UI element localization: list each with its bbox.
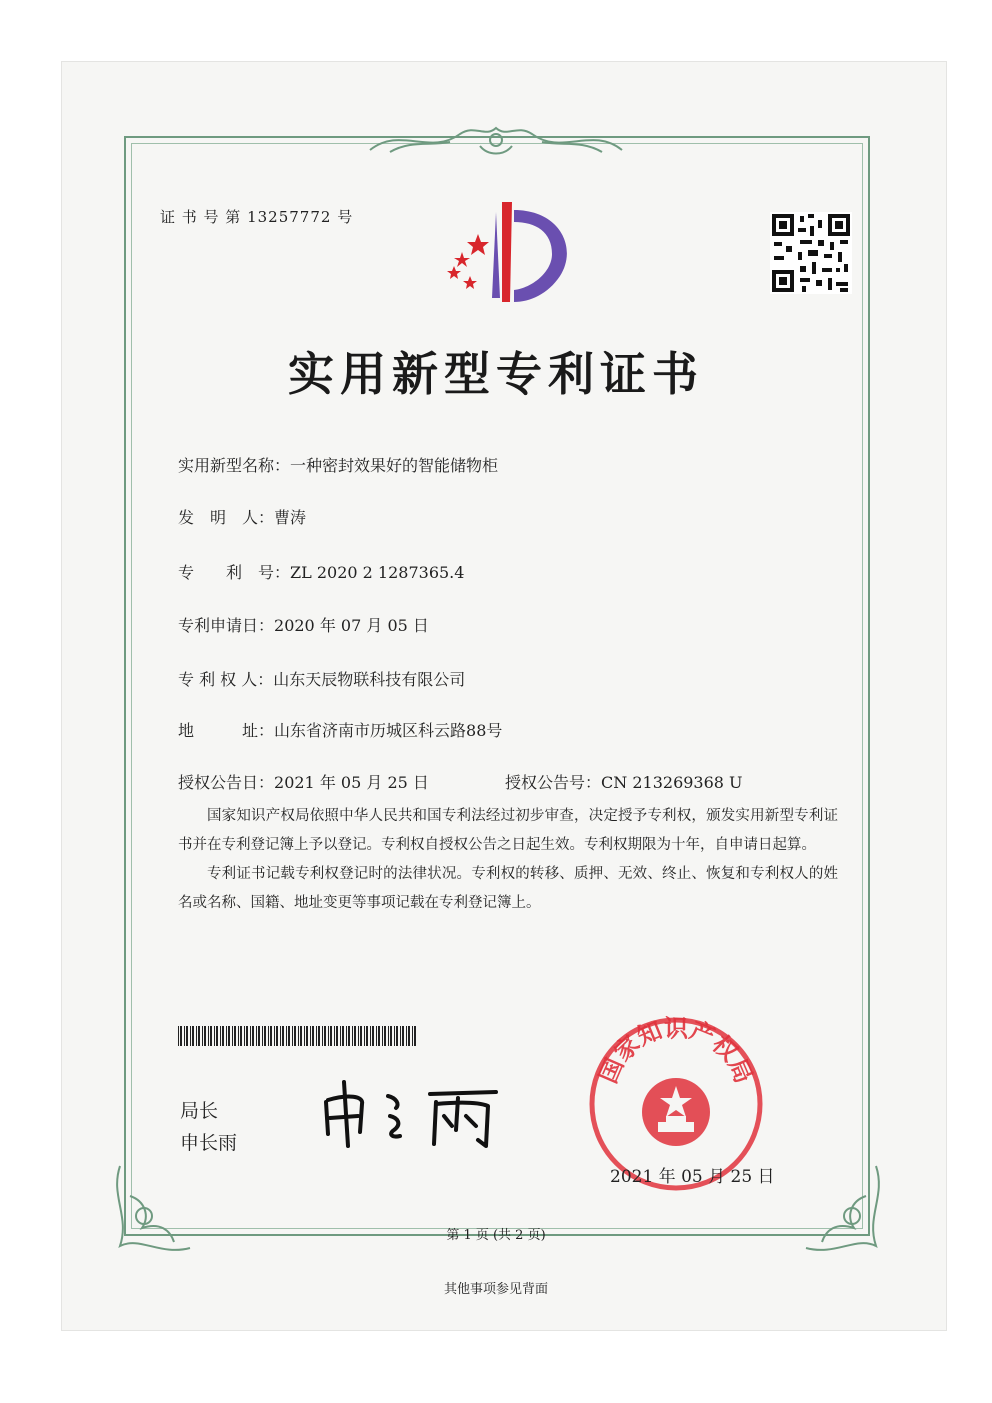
field-inventor: [178, 505, 306, 528]
certificate-title: 实用新型专利证书: [288, 347, 704, 401]
field-patentee: [178, 667, 465, 690]
director-title: 局长: [180, 1100, 219, 1122]
corner-ornament-left: [100, 1156, 210, 1266]
field-name-label: 实用新型名称：: [178, 456, 291, 475]
seal-text: 国家知识产权局: [594, 1014, 758, 1088]
field-filing-date-value: 2020 年 07 月 05 日: [274, 616, 429, 635]
page-indicator: 第 1 页 (共 2 页): [446, 1228, 546, 1243]
field-grant-date: [178, 770, 429, 793]
field-address-label: 地 址：: [178, 721, 275, 740]
field-patent-number: [178, 560, 464, 583]
top-ornament: [360, 116, 632, 166]
svg-text:国家知识产权局: [594, 1014, 758, 1087]
certificate-body: [178, 802, 838, 918]
director-signature: [318, 1074, 518, 1154]
field-inventor-label: 发 明 人：: [178, 508, 275, 527]
field-grant-date-label: 授权公告日：: [178, 773, 275, 792]
field-address: [178, 718, 502, 741]
body-paragraph-2: 专利证书记载专利权登记时的法律状况。专利权的转移、质押、无效、终止、恢复和专利权人的姓名或名称、国籍、地址变更等事项记载在专利登记簿上。: [178, 866, 838, 911]
field-name: [178, 453, 498, 476]
field-name-value: 一种密封效果好的智能储物柜: [290, 456, 499, 475]
director-name: 申长雨: [180, 1132, 238, 1154]
field-filing-date-label: 专利申请日：: [178, 616, 275, 635]
cnipa-logo-icon: [440, 198, 580, 308]
barcode: [178, 1026, 416, 1046]
certificate-number: 证 书 号 第 13257772 号: [160, 208, 354, 226]
field-patent-number-value: ZL 2020 2 1287365.4: [290, 563, 465, 582]
field-patentee-label: 专 利 权 人：: [178, 670, 274, 689]
footer-note: 其他事项参见背面: [443, 1282, 548, 1297]
qr-code-icon: [770, 212, 852, 294]
seal-date: 2021 年 05 月 25 日: [610, 1167, 775, 1187]
corner-ornament-right: [786, 1156, 896, 1266]
field-filing-date: [178, 613, 429, 636]
field-patent-number-label: 专 利 号：: [178, 563, 291, 582]
field-grant-number-label: 授权公告号：: [505, 773, 602, 792]
field-grant-number: [505, 770, 743, 793]
field-patentee-value: 山东天辰物联科技有限公司: [273, 670, 466, 689]
field-grant-date-value: 2021 年 05 月 25 日: [274, 773, 429, 792]
field-grant-number-value: CN 213269368 U: [601, 773, 743, 792]
field-address-value: 山东省济南市历城区科云路88号: [274, 721, 503, 740]
field-inventor-value: 曹涛: [274, 508, 307, 527]
body-paragraph-1: 国家知识产权局依照中华人民共和国专利法经过初步审查，决定授予专利权，颁发实用新型专利证书并在专利登记簿上予以登记。专利权自授权公告之日起生效。专利权期限为十年，自申请日起算。: [178, 808, 838, 853]
